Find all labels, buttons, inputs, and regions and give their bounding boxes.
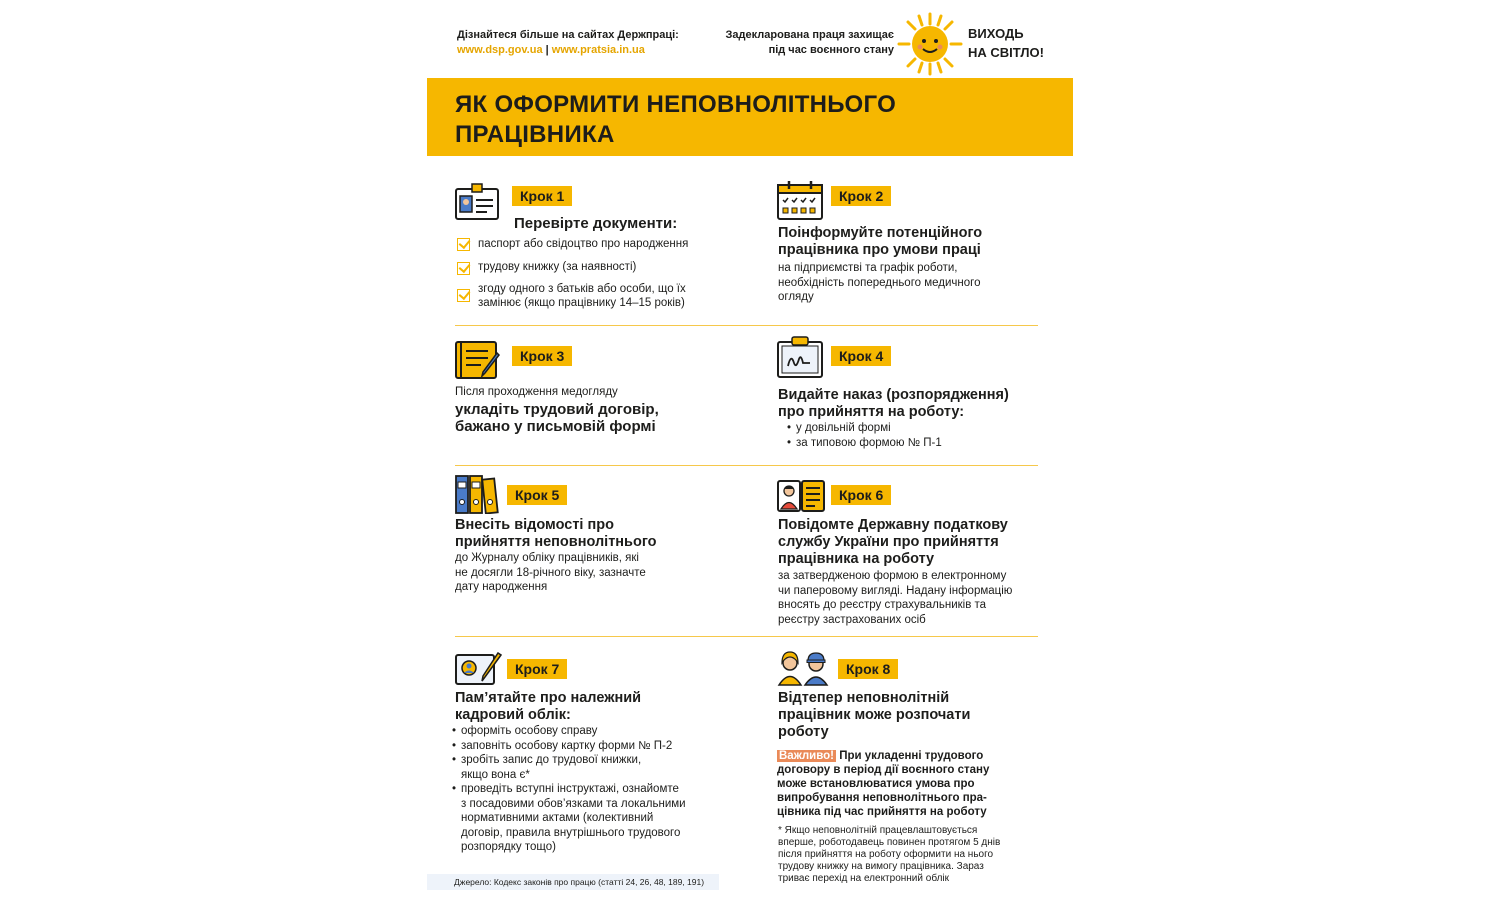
step2-heading	[778, 225, 982, 259]
step8-heading-line3: роботу	[778, 724, 829, 740]
step7-heading	[455, 690, 641, 724]
sun-mascot-icon	[897, 12, 963, 76]
step1-heading: Перевірте документи:	[514, 215, 678, 232]
step1-item: згоду одного з батьків або особи, що їх	[478, 283, 686, 295]
source-note: Джерело: Кодекс законів про працю (статті 24, 26, 48, 189, 191)	[427, 874, 719, 890]
step5-text	[455, 551, 646, 595]
list-item: • за типовою формою № П-1	[786, 436, 942, 451]
step5-text-line3: дату народження	[455, 581, 548, 593]
step6-heading	[778, 517, 1008, 568]
step5-text-line1: до Журналу обліку працівників, які	[455, 552, 639, 564]
step1-item: трудову книжку (за наявності)	[478, 261, 637, 273]
step2-text	[778, 261, 981, 305]
divider	[455, 465, 1038, 466]
signed-order-icon	[777, 336, 823, 378]
step6-heading-line1: Повідомте Державну податкову	[778, 517, 1008, 533]
step4-badge: Крок 4	[831, 346, 891, 366]
page-title	[455, 90, 1055, 150]
header-motto-line1: ВИХОДЬ	[968, 26, 1024, 41]
step1-item: паспорт або свідоцтво про народження	[478, 238, 689, 250]
step4-heading	[778, 387, 1009, 421]
header-slogan-line2: під час воєнного стану	[768, 44, 894, 56]
important-badge: Важливо!	[779, 750, 835, 762]
step7-list	[451, 724, 721, 855]
link-dsp[interactable]: www.dsp.gov.ua	[457, 44, 543, 56]
step2-text-line3: огляду	[778, 291, 814, 303]
page-title-line2: ПРАЦІВНИКА	[455, 121, 615, 148]
step8-badge: Крок 8	[838, 659, 898, 679]
step8-important	[777, 749, 989, 819]
step6-text-line4: реєстру застрахованих осіб	[778, 613, 926, 626]
link-separator: |	[545, 44, 549, 56]
list-item: • зробіть запис до трудової книжки,	[451, 753, 721, 768]
step6-heading-line3: працівника на роботу	[778, 551, 935, 567]
step2-text-line2: необхідність попереднього медичного	[778, 276, 981, 289]
step8-heading-line1: Відтепер неповнолітній	[778, 690, 950, 706]
step8-important-line1: При укладенні трудового	[839, 750, 984, 762]
step8-note	[778, 825, 1000, 885]
step8-important-line5: цівника під час прийняття на роботу	[777, 806, 987, 818]
step6-badge: Крок 6	[831, 485, 891, 505]
workers-icon	[777, 650, 831, 686]
list-item-continued: розпорядку тощо)	[461, 841, 556, 853]
check-icon	[457, 262, 470, 275]
step6-text-line2: чи паперовому вигляді. Надану інформацію	[778, 584, 1013, 597]
step8-heading	[778, 690, 970, 741]
step7-heading-line1: Пам’ятайте про належний	[455, 690, 642, 706]
step2-heading-line2: працівника про умови праці	[778, 242, 981, 258]
step8-important-line4: випробування неповнолітнього пра-	[777, 792, 987, 804]
step8-note-line3: після прийняття на роботу оформити на нього	[778, 849, 994, 860]
header-motto-line2: НА СВІТЛО!	[968, 45, 1044, 60]
step2-text-line1: на підприємстві та графік роботи,	[778, 262, 958, 274]
step8-note-line2: вперше, роботодавець повинен протягом 5 днів	[778, 837, 1001, 848]
step8-note-line4: трудову книжку на вимогу працівника. Зараз	[778, 861, 984, 872]
divider	[455, 325, 1038, 326]
step4-heading-line2: про прийняття на роботу:	[778, 404, 965, 420]
step8-important-line3: може встановлюватися умова про	[777, 778, 975, 790]
list-item: • оформіть особову справу	[451, 724, 721, 739]
contract-pen-icon	[455, 341, 503, 379]
header-sources-label: Дізнайтеся більше на сайтах Держпраці:	[457, 29, 679, 41]
step4-list	[786, 421, 942, 450]
step5-heading-line2: прийняття неповнолітнього	[455, 534, 657, 550]
step3-text: Після проходження медогляду	[455, 386, 618, 398]
header-slogan-line1: Задекларована праця захищає	[725, 29, 894, 41]
check-icon	[457, 289, 470, 302]
step1-badge: Крок 1	[512, 186, 572, 206]
step6-heading-line2: службу України про прийняття	[778, 534, 999, 550]
list-item-continued: з посадовими обов’язками та локальними	[461, 797, 686, 810]
step5-heading	[455, 517, 657, 551]
id-card-icon	[455, 183, 499, 221]
list-item-continued: якщо вона є*	[461, 768, 530, 781]
step8-note-line5: триває перехід на електронний облік	[778, 873, 950, 884]
step3-heading	[455, 401, 659, 435]
list-item: • проведіть вступні інструктажі, ознайомте	[451, 782, 721, 797]
check-icon	[457, 238, 470, 251]
step2-badge: Крок 2	[831, 186, 891, 206]
step3-heading-line1: укладіть трудовий договір,	[455, 401, 659, 418]
step8-note-line1: * Якщо неповнолітній працевлаштовується	[778, 825, 978, 836]
step5-heading-line1: Внесіть відомості про	[455, 517, 614, 533]
step4-heading-line1: Видайте наказ (розпорядження)	[778, 387, 1009, 403]
list-item-continued: нормативними актами (колективний	[461, 812, 654, 824]
list-item: • заповніть особову картку форми № П-2	[451, 739, 721, 754]
header-slogan	[700, 28, 894, 58]
step2-heading-line1: Поінформуйте потенційного	[778, 225, 983, 241]
step5-text-line2: не досягли 18-річного віку, зазначте	[455, 566, 646, 579]
step7-heading-line2: кадровий облік:	[455, 707, 571, 723]
binders-icon	[455, 474, 499, 514]
step6-text-line1: за затвердженою формою в електронному	[778, 570, 1007, 582]
personal-file-icon	[455, 652, 503, 686]
link-pratsia[interactable]: www.pratsia.in.ua	[551, 44, 645, 56]
step3-heading-line2: бажано у письмовій формі	[455, 418, 656, 435]
step6-text-line3: вносять до реєстру страхувальників та	[778, 599, 987, 611]
step8-important-line2: договору в період дії воєнного стану	[777, 764, 990, 776]
calendar-icon	[777, 180, 823, 220]
step5-badge: Крок 5	[507, 485, 567, 505]
step8-heading-line2: працівник може розпочати	[778, 707, 971, 723]
header-motto	[968, 24, 1044, 62]
employee-card-icon	[777, 480, 825, 512]
divider	[455, 636, 1038, 637]
header-sources	[457, 28, 679, 58]
list-item-continued: договір, правила внутрішнього трудового	[461, 826, 681, 839]
list-item: • у довільній формі	[786, 421, 942, 436]
step1-item: замінює (якщо працівнику 14–15 років)	[478, 297, 685, 309]
step3-badge: Крок 3	[512, 346, 572, 366]
page-title-line1: ЯК ОФОРМИТИ НЕПОВНОЛІТНЬОГО	[455, 91, 897, 118]
step7-badge: Крок 7	[507, 659, 567, 679]
step6-text	[778, 569, 1012, 627]
